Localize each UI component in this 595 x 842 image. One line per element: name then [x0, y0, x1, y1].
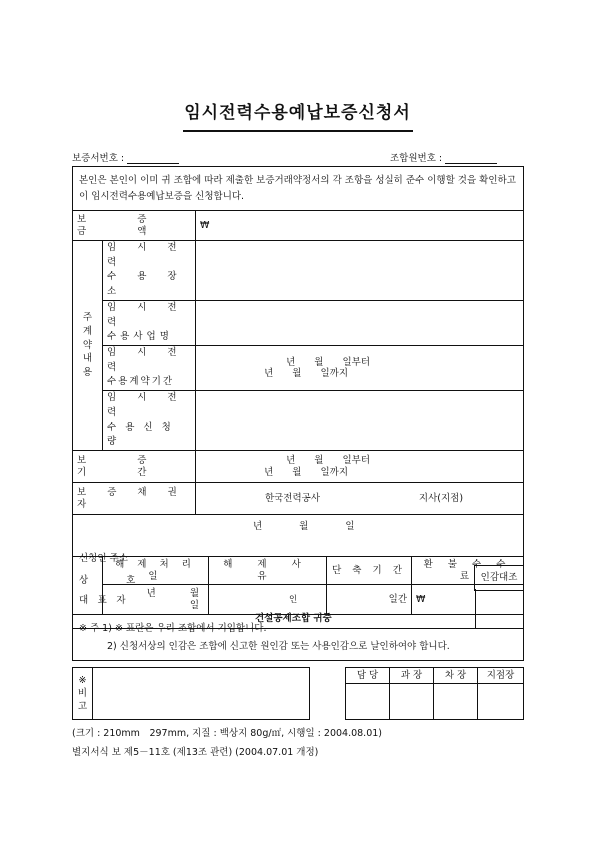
- remarks-field[interactable]: [93, 668, 310, 720]
- release-header-row: [73, 557, 524, 585]
- fee-currency-symbol: ₩: [416, 593, 426, 605]
- footer-size: (크기 : 210mm 297mm, 지질 : 백상지 80g/㎡, 시행일 : 2004.08.01): [72, 728, 382, 739]
- remarks-char-2: 비: [77, 687, 88, 699]
- amount-field[interactable]: [196, 211, 524, 241]
- contract-business-field[interactable]: [196, 300, 524, 345]
- release-date-header: 해 제 처 리 일: [103, 557, 209, 585]
- contract-row: [73, 300, 524, 345]
- creditor-name: 한국전력공사: [264, 492, 320, 504]
- guarantee-period-from: 년 월 일부터: [286, 455, 370, 467]
- contract-char-5: 용: [82, 367, 93, 379]
- contract-period-line1: 임 시 전 력: [107, 347, 186, 373]
- creditor-label: 보 증 채 권 자: [73, 483, 196, 515]
- creditor-field[interactable]: [196, 483, 524, 515]
- contract-period-to: 년 월 일까지: [264, 368, 348, 380]
- seal-check-label: 인감대조: [474, 565, 524, 591]
- recipient: 건설공제조합 귀중: [255, 613, 332, 625]
- contract-period-line2: 수용계약기간: [107, 376, 175, 388]
- approval-branch-box[interactable]: [478, 684, 524, 720]
- remarks-char-1: ※: [78, 674, 87, 686]
- guarantee-no: [72, 150, 179, 164]
- approval-staff-header: 담 당: [346, 668, 390, 684]
- currency-symbol: ₩: [200, 219, 210, 231]
- intro-row: [73, 167, 524, 211]
- contract-location-line2: 수 용 장 소: [107, 271, 186, 298]
- amount-row: [73, 211, 524, 241]
- contract-row: [73, 241, 524, 301]
- guarantee-period-to: 년 월 일까지: [264, 466, 348, 478]
- contract-amount-field[interactable]: [196, 391, 524, 451]
- contract-row: [73, 391, 524, 451]
- guarantee-period-label: 보 증 기 간: [73, 451, 196, 483]
- contract-period-from: 년 월 일부터: [286, 356, 370, 368]
- release-shorten-header: 단 축 기 간: [327, 557, 412, 585]
- approval-deputy-header: 차 장: [434, 668, 478, 684]
- contract-period-label: [103, 346, 196, 391]
- contract-location-line1: 임 시 전 력: [107, 242, 186, 268]
- release-reason-header: 해 제 사 유: [209, 557, 327, 585]
- contract-location-label: [103, 241, 196, 301]
- note-1: ※ 주 1) ※ 표란은 우리 조합에서 기입합니다.: [79, 623, 267, 635]
- release-fee-field[interactable]: [412, 585, 524, 615]
- contract-amount-label: [103, 391, 196, 451]
- amount-label: 보 증 금 액: [73, 211, 196, 241]
- creditor-row: [73, 483, 524, 515]
- contract-business-label: [103, 300, 196, 345]
- creditor-branch: 지사(지점): [418, 492, 464, 504]
- contract-business-line1: 임 시 전 력: [107, 301, 186, 328]
- contract-char-2: 계: [82, 325, 93, 337]
- guarantee-period-row: [73, 451, 524, 483]
- contract-char-3: 약: [82, 339, 93, 351]
- contract-period-field[interactable]: [196, 346, 524, 391]
- release-fee-header: 환 불 수 수 료: [412, 557, 524, 585]
- contract-char-4: 내: [82, 353, 93, 365]
- approval-table: [345, 667, 524, 720]
- approval-manager-header: 과 장: [390, 668, 434, 684]
- release-value-row: [73, 585, 524, 615]
- guarantee-no-label: 보증서번호 :: [72, 153, 125, 164]
- intro-text: 본인은 본인이 이미 귀 조합에 따라 제출한 보증거래약정서의 각 조항을 성실히 준수 이행할 것을 확인하고 이 임시전력수용예납보증을 신청합니다.: [73, 167, 524, 211]
- seal-mark: 인: [289, 595, 298, 606]
- release-date-field[interactable]: 년 월 일: [103, 585, 209, 615]
- contract-amount-line1: 임 시 전 력: [107, 392, 186, 418]
- guarantee-no-field[interactable]: [127, 153, 179, 164]
- release-shorten-field[interactable]: 일간: [327, 585, 412, 615]
- approval-deputy-box[interactable]: [434, 684, 478, 720]
- applicant-company-label: 상 호: [79, 575, 136, 587]
- contract-location-field[interactable]: [196, 241, 524, 301]
- footer-form-no: 별지서식 보 제5－11호 (제13조 관련) (2004.07.01 개정): [72, 747, 319, 758]
- contract-row: [73, 346, 524, 391]
- main-contract-label: [73, 241, 103, 451]
- remarks-label: [73, 668, 93, 720]
- note-2: 2) 신청서상의 인감은 조합에 신고한 원인감 또는 사용인감으로 날인하여야 합니다.: [107, 640, 450, 652]
- approval-branch-header: 지점장: [478, 668, 524, 684]
- applicant-rep-label: 대 표 자: [79, 595, 126, 607]
- release-table: [72, 556, 524, 661]
- page-title: 임시전력수용예납보증신청서: [184, 103, 411, 123]
- contract-business-line2: 수용사업명: [107, 331, 173, 343]
- member-no: [390, 150, 497, 164]
- title-underline: [183, 130, 413, 132]
- member-no-field[interactable]: [445, 153, 497, 164]
- approval-manager-box[interactable]: [390, 684, 434, 720]
- remarks-char-3: 고: [77, 701, 88, 713]
- contract-char-1: 주: [82, 312, 93, 324]
- remarks-table: [72, 667, 310, 720]
- application-date: 년 월 일: [253, 521, 361, 533]
- approval-staff-box[interactable]: [346, 684, 390, 720]
- release-blank: [73, 557, 103, 615]
- contract-amount-line2: 수 용 신 청 량: [107, 421, 174, 448]
- notes-row: [73, 615, 524, 661]
- notes-block: [73, 615, 524, 661]
- applicant-address-label: 신청인 주소: [79, 553, 128, 565]
- guarantee-period-field[interactable]: [196, 451, 524, 483]
- member-no-label: 조합원번호 :: [390, 153, 443, 164]
